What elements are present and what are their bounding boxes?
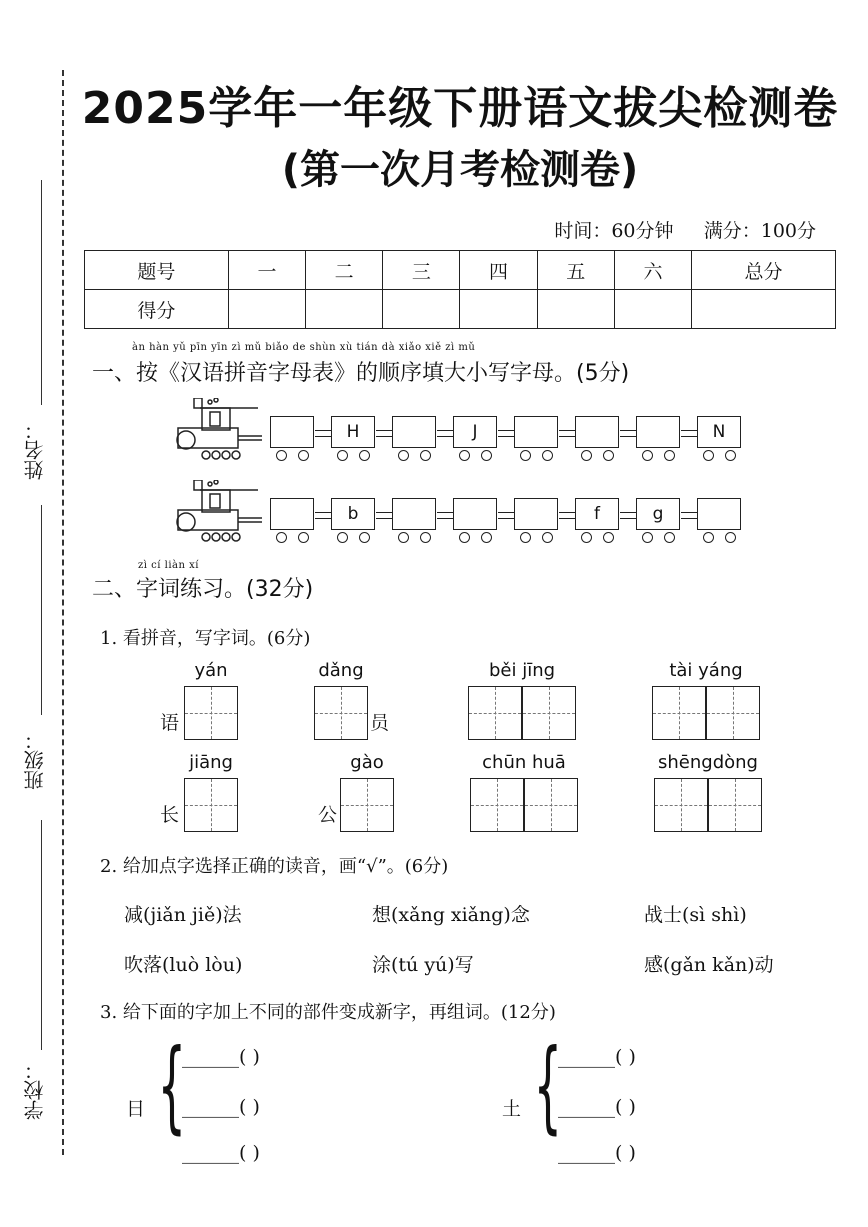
section1-title: 一、按《汉语拼音字母表》的顺序填大小写字母。(5分) bbox=[92, 361, 630, 386]
coupler bbox=[681, 512, 697, 519]
coupler bbox=[315, 430, 331, 437]
writing-grid-box[interactable] bbox=[184, 778, 238, 832]
train-car[interactable] bbox=[270, 416, 314, 448]
writing-grid-box[interactable] bbox=[314, 686, 368, 740]
q2-item[interactable] bbox=[372, 900, 530, 927]
name-label: 姓名： bbox=[23, 420, 47, 480]
score-cell[interactable] bbox=[228, 290, 305, 329]
score-cell[interactable] bbox=[537, 290, 614, 329]
train-car[interactable] bbox=[636, 416, 680, 448]
score-header-cell: 总分 bbox=[692, 251, 836, 290]
wheel-icon bbox=[581, 450, 592, 461]
wheel-icon bbox=[359, 532, 370, 543]
brace-icon: { bbox=[533, 1027, 563, 1144]
wheel-icon bbox=[398, 450, 409, 461]
q1-prefix-char: 语 bbox=[160, 712, 180, 734]
wheel-icon bbox=[642, 450, 653, 461]
coupler bbox=[376, 430, 392, 437]
q1-pinyin: běi jīng bbox=[488, 660, 556, 681]
section2-title: 二、字词练习。(32分) bbox=[92, 577, 314, 602]
wheel-icon bbox=[603, 450, 614, 461]
score-cell[interactable] bbox=[692, 290, 836, 329]
writing-grid-box[interactable] bbox=[652, 686, 706, 740]
train-car[interactable] bbox=[514, 498, 558, 530]
q3-title: 3. 给下面的字加上不同的部件变成新字，再组词。(12分) bbox=[100, 1002, 556, 1023]
full-score: 满分：100分 bbox=[703, 220, 816, 242]
page-title: 2025学年一年级下册语文拔尖检测卷 bbox=[81, 83, 839, 134]
q3-char: 土 bbox=[502, 1098, 522, 1120]
school-label: 学校： bbox=[23, 1060, 47, 1120]
q2-item[interactable] bbox=[124, 900, 242, 927]
wheel-icon bbox=[664, 450, 675, 461]
q3-blank[interactable]: ______( ) bbox=[182, 1142, 260, 1164]
q2-item-text: 减(jiǎn jiě)法 bbox=[124, 904, 242, 926]
section1-pinyin: àn hàn yǔ pīn yīn zì mǔ biǎo de shùn xù tián dà xiǎo xiě zì mǔ bbox=[132, 342, 476, 353]
wheel-icon bbox=[459, 532, 470, 543]
wheel-icon bbox=[664, 532, 675, 543]
train-car[interactable]: g bbox=[636, 498, 680, 530]
wheel-icon bbox=[581, 532, 592, 543]
q1-pinyin: shēngdòng bbox=[658, 752, 758, 773]
wheel-icon bbox=[642, 532, 653, 543]
wheel-icon bbox=[420, 450, 431, 461]
q1-pinyin: dǎng bbox=[318, 660, 364, 681]
class-label: 班级： bbox=[23, 730, 47, 790]
train-car[interactable]: b bbox=[331, 498, 375, 530]
writing-grid-box[interactable] bbox=[524, 778, 578, 832]
train-engine-icon bbox=[172, 398, 262, 462]
q2-item[interactable] bbox=[372, 950, 474, 977]
q1-pinyin: yán bbox=[194, 660, 228, 681]
train-car[interactable] bbox=[514, 416, 558, 448]
train-engine-icon bbox=[172, 480, 262, 544]
cut-line bbox=[62, 70, 64, 1155]
train-car[interactable] bbox=[392, 416, 436, 448]
train-car[interactable]: H bbox=[331, 416, 375, 448]
wheel-icon bbox=[481, 532, 492, 543]
score-header-cell: 四 bbox=[460, 251, 537, 290]
wheel-icon bbox=[481, 450, 492, 461]
wheel-icon bbox=[398, 532, 409, 543]
q2-item[interactable] bbox=[644, 950, 774, 977]
q1-pinyin: gào bbox=[350, 752, 384, 773]
q1-pinyin: jiāng bbox=[189, 752, 233, 773]
train-car[interactable] bbox=[453, 498, 497, 530]
q2-item-text: 想(xǎng xiǎng)念 bbox=[372, 904, 530, 926]
q3-blank[interactable]: ______( ) bbox=[182, 1046, 260, 1068]
wheel-icon bbox=[725, 450, 736, 461]
writing-grid-box[interactable] bbox=[184, 686, 238, 740]
wheel-icon bbox=[359, 450, 370, 461]
score-cell[interactable] bbox=[614, 290, 691, 329]
wheel-icon bbox=[703, 532, 714, 543]
q3-blank[interactable]: ______( ) bbox=[182, 1096, 260, 1118]
wheel-icon bbox=[337, 450, 348, 461]
score-header-cell: 题号 bbox=[85, 251, 229, 290]
wheel-icon bbox=[459, 450, 470, 461]
q2-item[interactable] bbox=[644, 900, 747, 927]
coupler bbox=[315, 512, 331, 519]
train-car[interactable] bbox=[270, 498, 314, 530]
coupler bbox=[620, 430, 636, 437]
name-rule bbox=[41, 180, 42, 405]
q1-prefix-char: 长 bbox=[160, 804, 180, 826]
train-car[interactable] bbox=[697, 498, 741, 530]
q3-blank[interactable]: ______( ) bbox=[558, 1096, 636, 1118]
score-table-header bbox=[85, 251, 836, 290]
q1-pinyin: tài yáng bbox=[669, 660, 743, 681]
coupler bbox=[498, 430, 514, 437]
coupler bbox=[620, 512, 636, 519]
wheel-icon bbox=[298, 450, 309, 461]
writing-grid-box[interactable] bbox=[706, 686, 760, 740]
q1-title: 1. 看拼音，写字词。(6分) bbox=[100, 628, 311, 649]
writing-grid-box[interactable] bbox=[708, 778, 762, 832]
wheel-icon bbox=[276, 450, 287, 461]
coupler bbox=[376, 512, 392, 519]
train-car[interactable]: f bbox=[575, 498, 619, 530]
score-header-cell: 三 bbox=[383, 251, 460, 290]
school-rule bbox=[41, 820, 42, 1050]
wheel-icon bbox=[725, 532, 736, 543]
score-header-cell: 二 bbox=[306, 251, 383, 290]
score-cell[interactable] bbox=[460, 290, 537, 329]
section2-pinyin: zì cí liàn xí bbox=[138, 560, 199, 571]
exam-info bbox=[554, 216, 816, 243]
wheel-icon bbox=[276, 532, 287, 543]
q2-item-text: 感(gǎn kǎn)动 bbox=[644, 954, 774, 976]
score-table-row bbox=[85, 290, 836, 329]
writing-grid-box[interactable] bbox=[522, 686, 576, 740]
coupler bbox=[437, 512, 453, 519]
writing-grid-box[interactable] bbox=[470, 778, 524, 832]
q1-prefix-char: 公 bbox=[318, 804, 338, 826]
wheel-icon bbox=[298, 532, 309, 543]
score-cell[interactable] bbox=[306, 290, 383, 329]
wheel-icon bbox=[603, 532, 614, 543]
coupler bbox=[437, 430, 453, 437]
wheel-icon bbox=[703, 450, 714, 461]
train-car[interactable] bbox=[392, 498, 436, 530]
score-cell[interactable] bbox=[383, 290, 460, 329]
score-row-label: 得分 bbox=[85, 290, 229, 329]
train-car[interactable]: J bbox=[453, 416, 497, 448]
writing-grid-box[interactable] bbox=[654, 778, 708, 832]
wheel-icon bbox=[542, 532, 553, 543]
train-car[interactable] bbox=[575, 416, 619, 448]
wheel-icon bbox=[420, 532, 431, 543]
q2-item[interactable] bbox=[124, 950, 242, 977]
q2-title: 2. 给加点字选择正确的读音，画“√”。(6分) bbox=[100, 856, 449, 877]
q2-item-text: 涂(tú yú)写 bbox=[372, 954, 474, 976]
class-rule bbox=[41, 505, 42, 715]
score-header-cell: 五 bbox=[537, 251, 614, 290]
wheel-icon bbox=[337, 532, 348, 543]
train-car[interactable]: N bbox=[697, 416, 741, 448]
wheel-icon bbox=[520, 532, 531, 543]
q2-item-text: 战士(sì shì) bbox=[644, 904, 747, 926]
q2-item-text: 吹落(luò lòu) bbox=[124, 954, 243, 976]
train-uppercase bbox=[172, 398, 752, 468]
q3-blank[interactable]: ______( ) bbox=[558, 1046, 636, 1068]
score-header-cell: 六 bbox=[614, 251, 691, 290]
writing-grid-box[interactable] bbox=[468, 686, 522, 740]
page-subtitle: (第一次月考检测卷) bbox=[281, 147, 639, 193]
coupler bbox=[681, 430, 697, 437]
coupler bbox=[559, 512, 575, 519]
writing-grid-box[interactable] bbox=[340, 778, 394, 832]
score-header-cell: 一 bbox=[228, 251, 305, 290]
q3-blank[interactable]: ______( ) bbox=[558, 1142, 636, 1164]
coupler bbox=[498, 512, 514, 519]
q3-char: 日 bbox=[126, 1098, 146, 1120]
score-table bbox=[84, 250, 836, 329]
brace-icon: { bbox=[157, 1027, 187, 1144]
time-limit: 时间：60分钟 bbox=[554, 220, 674, 242]
coupler bbox=[559, 430, 575, 437]
wheel-icon bbox=[542, 450, 553, 461]
q1-suffix-char: 员 bbox=[370, 712, 390, 734]
train-lowercase bbox=[172, 480, 752, 550]
wheel-icon bbox=[520, 450, 531, 461]
q1-pinyin: chūn huā bbox=[482, 752, 566, 773]
